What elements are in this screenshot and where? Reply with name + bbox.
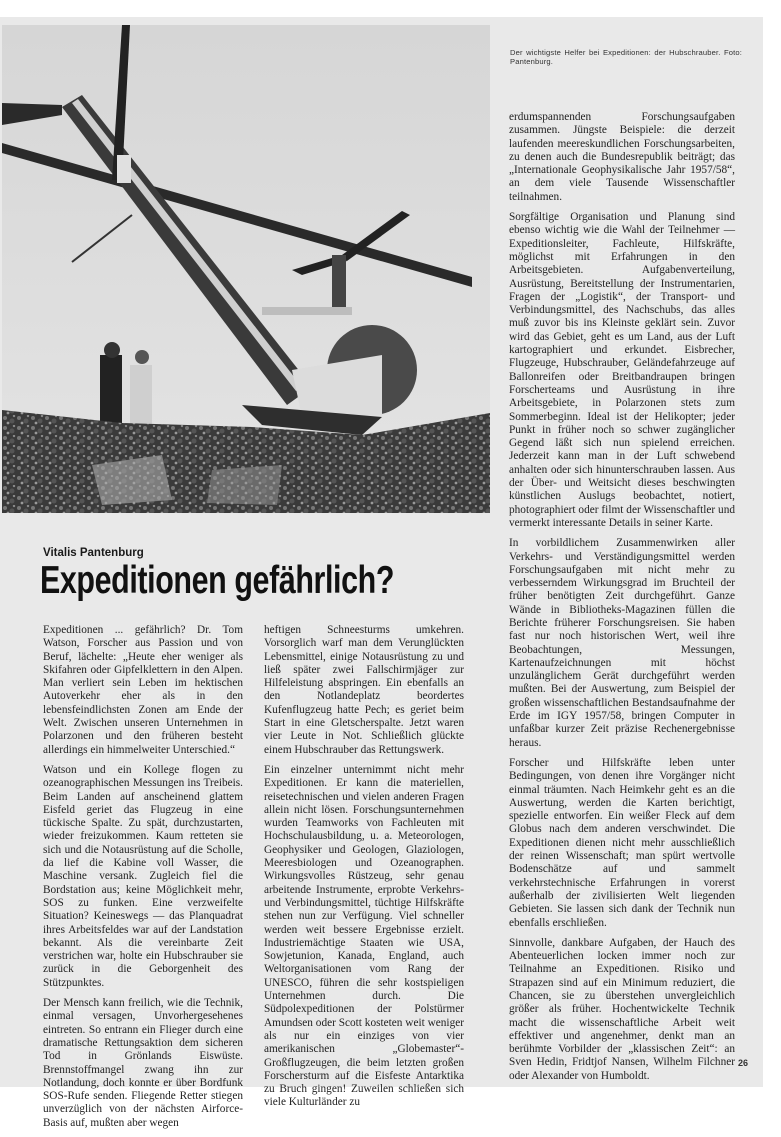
text-column-3 xyxy=(509,111,735,1090)
page-number: 26 xyxy=(738,1058,749,1068)
paragraph: In vorbildlichem Zusammenwirken aller Verkehrs- und Verständigungsmittel werden Forschungsaufgaben mit nicht mehr zu verbesserndem Wirkungsgrad im Bruchteil der früher benötigten Zeit durchgeführt. Ganze Wände in Bibliotheks-Magazinen füllen die Berichte früherer Forschungsreisen. Sie haben fast nur noch historischen Wert, weil ihre Beobachtungen, Messungen, Kartenaufzeichnungen mit höchst unzulänglichem Gerät durchgeführt werden mußten. Bei der Auswertung, zum Beispiel der großen wissenschaftlichen Bestandsaufnahme der Erde im IGY 1957/58, bringen Computer in unfaßbar kurzer Zeit präzise Rechenergebnisse heraus. xyxy=(509,537,735,749)
photo-helicopter-icon xyxy=(2,25,490,513)
article-title: Expeditionen gefährlich? xyxy=(40,559,395,602)
paragraph: Sorgfältige Organisation und Planung sind ebenso wichtig wie die Wahl der Teilnehmer — Expeditionsleiter, Fachleute, Hilfskräfte, möglichst mit Erfahrungen in den Arbeitsgebieten. Aufgabenverteilung, Ausrüstung, Bereitstellung der Instrumentarien, Fragen der „Logistik“, der Transport- und Verbindungsmittel, des Nachschubs, das alles muß zuvor bis ins Kleinste geklärt sein. Zuvor wird das Gebiet, geht es um Land, aus der Luft kartographiert und erkundet. Eisbrecher, Flugzeuge, Hubschrauber, Geländefahrzeuge auf Ballonreifen oder Breitbandraupen bringen Forscherteams und Ausrüstung in ihre Arbeitsgebiete, in Polarzonen stets zum Sommerbeginn. Ideal ist der Helikopter; jeder Punkt in früher noch so schwer zugänglicher Gegend läßt sich nun spielend erreichen. Jederzeit kann man in der Luft schwebend anhalten oder sich hinunterschrauben lassen. Aus der Über- und Weitsicht dieses beschwingten künstlichen Auslugs beobachtet, notiert, photographiert oder filmt der Wissenschaftler und vermerkt interessante Details in seiner Karte. xyxy=(509,211,735,529)
photo-caption: Der wichtigste Helfer bei Expeditionen: der Hubschrauber. Foto: Pantenburg. xyxy=(510,48,742,66)
paragraph: Expeditionen ... gefährlich? Dr. Tom Watson, Forscher aus Passion und von Beruf, lächelte: „Heute eher weniger als Skifahren oder Gipfelklettern in den Alpen. Man verliert sein Leben im hektischen Autoverkehr eher als in den lebensfeindlichsten Zonen am Ende der Welt. Zwischen unseren Unternehmen in Polarzonen und den früheren besteht allerdings ein himmelweiter Unterschied.“ xyxy=(43,624,243,756)
paragraph: Forscher und Hilfskräfte leben unter Bedingungen, von denen ihre Vorgänger nicht einmal träumten. Nach Heimkehr geht es an die Auswertung, werden die Karten berichtigt, spezielle entworfen. Ein weißer Fleck auf dem Globus nach dem anderen verschwindet. Die Expeditionen dienen nicht mehr ausschließlich der reinen Wissenschaft; man spürt wertvolle Bodenschätze auf und sammelt verkehrstechnische Erfahrungen in vorerst außerhalb der zivilisierten Welt liegenden Gebieten. Sie lassen sich dank der Technik nun ebenfalls erschließen. xyxy=(509,756,735,929)
paragraph: erdumspannenden Forschungsaufgaben zusammen. Jüngste Beispiele: die derzeit laufenden meereskundlichen Forschungsarbeiten, zu denen auch die Bundesrepublik beiträgt; das „Internationale Geophysikalische Jahr 1957/58“, an dem viele Tausende Wissenschaftler teilnahmen. xyxy=(509,111,735,203)
paragraph: Ein einzelner unternimmt nicht mehr Expeditionen. Er kann die materiellen, reisetechnischen und vielen anderen Fragen allein nicht lösen. Forschungsunternehmen wurden Teamworks von Fachleuten mit Hochschulausbildung, u. a. Meteorologen, Geophysiker und Geologen, Glaziologen, Meeresbiologen und Ozeanographen. Wirkungsvolles Rüstzeug, sehr genau arbeitende Instrumente, erprobte Verkehrs- und Verbindungsmittel, tüchtige Hilfskräfte stehen nun zur Verfügung. Viel schneller werden weit bessere Ergebnisse erzielt. Industriemächtige Staaten wie USA, Sowjetunion, Kanada, England, auch Weltorganisationen vom Rang der UNESCO, führen die sehr kostspieligen Unternehmen durch. Die Südpolexpeditionen der Polstürmer Amundsen oder Scott kosteten weit weniger als nur ein einziges von vier amerikanischen „Globemaster“-Großflugzeugen, die beim letzten großen Forschersturm auf die Eisfeste Antarktika zu Bruch gingen! Zuweilen schließen sich viele Kulturländer zu xyxy=(264,763,464,1109)
article-author: Vitalis Pantenburg xyxy=(43,547,144,559)
paragraph: Der Mensch kann freilich, wie die Technik, einmal versagen, Unvorhergesehenes eintreten. So entrann ein Flieger durch eine dramatische Rettungsaktion dem sicheren Tod in Grönlands Eiswüste. Brennstoffmangel zwang ihn zur Notlandung, doch konnte er über Bordfunk SOS-Rufe senden. Fliegende Retter stiegen unverzüglich von der nächsten Airforce-Basis auf, mußten aber wegen xyxy=(43,997,243,1129)
paragraph: heftigen Schneesturms umkehren. Vorsorglich warf man dem Verunglückten Lebensmittel, einige Notausrüstung zu und ließ später zwei Fallschirmjäger zur Hilfeleistung abspringen. Ein ebenfalls an den Notlandeplatz beordertes Kufenflugzeug hatte Pech; es geriet beim Start in eine Gletscherspalte. Jetzt waren vier Leute in Not. Schließlich glückte einem Hubschrauber das Rettungswerk. xyxy=(264,624,464,756)
magazine-page xyxy=(0,17,763,1129)
text-column-1 xyxy=(43,624,243,1137)
paragraph: Sinnvolle, dankbare Aufgaben, der Hauch des Abenteuerlichen locken immer noch zur Teilnahme an Expeditionen. Risiko und Strapazen sind auf ein Minimum reduziert, die Chancen, sie zu überstehen unvergleichlich größer als früher. Hochentwickelte Technik macht die wissenschaftliche Arbeit weit effektiver und angenehmer, denkt man an berühmte Vorbilder der „klassischen Zeit“: an Sven Hedin, Fridtjof Nansen, Wilhelm Filchner oder Alexander von Humboldt. xyxy=(509,936,735,1082)
helicopter-photo xyxy=(2,25,490,513)
text-column-2 xyxy=(264,624,464,1117)
paragraph: Watson und ein Kollege flogen zu ozeanographischen Messungen ins Treibeis. Beim Landen auf anscheinend glattem Eisfeld geriet das Flugzeug in eine tückische Spalte. Zu spät, durchzustarten, wieder freizukommen. Kaum retteten sie sich und die Notausrüstung auf die Scholle, da lief die Kabine voll Wasser, die Maschine versank. Zugleich fiel die Bordstation aus; keine Möglichkeit mehr, SOS zu funken. Eine verzweifelte Situation? Keineswegs — das Planquadrat ihres Arbeitsfeldes war auf der Landstation bekannt. Als die vereinbarte Zeit verstrichen war, holte ein Hubschrauber sie zurück in die Geborgenheit des Stützpunktes. xyxy=(43,763,243,989)
